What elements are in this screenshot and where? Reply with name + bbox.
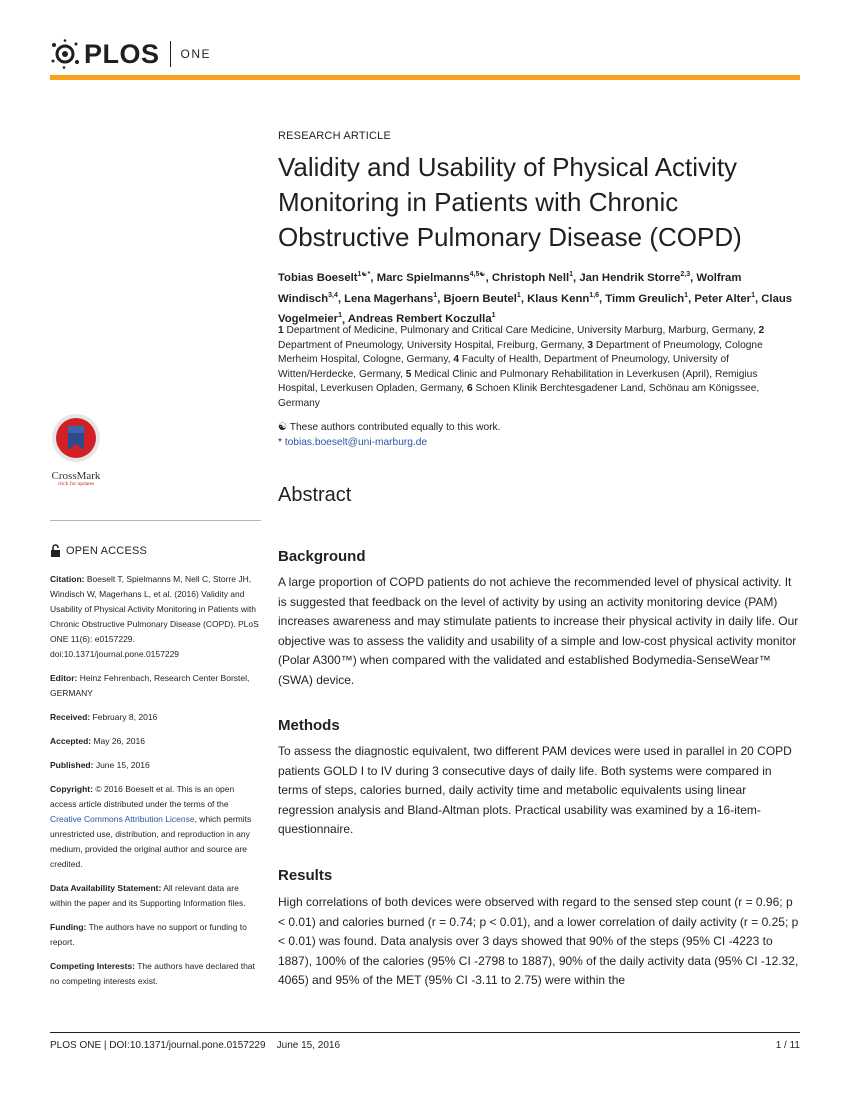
crossmark-label: CrossMark — [51, 470, 101, 482]
results-heading: Results — [278, 867, 333, 884]
author: Peter Alter$^1$ — [694, 291, 755, 305]
author: Claus Vogelmeier$^1$ — [278, 292, 793, 326]
journal-name: ONE — [180, 47, 212, 61]
author: Jan Hendrik Storre$^{2,3}$ — [579, 271, 691, 284]
author: Timm Greulich$^1$ — [605, 291, 689, 305]
methods-heading: Methods — [278, 717, 340, 734]
logo-divider — [170, 41, 171, 67]
page-number: 1 / 11 — [775, 1040, 800, 1051]
open-lock-icon — [50, 544, 61, 557]
author: Bjoern Beutel$^1$ — [443, 291, 521, 305]
editor-block: Editor: Heinz Fehrenbach, Research Center Borstel, GERMANY — [50, 673, 250, 698]
crossmark-badge[interactable] — [45, 413, 107, 487]
affiliation-list: 1 Department of Medicine, Pulmonary and Critical Care Medicine, University Marburg, Marburg, Germany, 2 Department of Pneumology, University Hospital, Freiburg, Germany, 3 Department of Pneumology, Cologne Merheim Hospital, Cologne, Germany, 4 Faculty of Health, Department of Pneumology, University of Witten/Herdecke, Germany, 5 Medical Clinic and Pulmonary Rehabilitation in Leverkusen (April), Remigius Hospital, Leverkusen Opladen, Germany, 6 Schoen Klinik Berchtesgadener Land, Schönau am Königssee, Germany — [278, 325, 765, 409]
author-notes — [278, 421, 798, 450]
corresponding-email-link[interactable]: tobias.boeselt@uni-marburg.de — [284, 436, 428, 448]
background-heading: Background — [278, 548, 366, 565]
article-type-label: RESEARCH ARTICLE — [278, 130, 392, 142]
corresponding-author: * tobias.boeselt@uni-marburg.de — [278, 436, 428, 448]
open-access-badge: OPEN ACCESS — [50, 544, 147, 557]
results-text: High correlations of both devices were observed with regard to the sensed step count (r = 0.96; p < 0.01) and calories burned (r = 0.74; p < 0.01), and a lower correlation of daily activity (r = 0.25; p < 0.01) was found. Data analysis over 3 days showed that 90% of the steps (95% CI -4223 to 1887), 100% of the calories (95% CI -2798 to 1887), 90% of the daily activity data (95% CI -12.32, 4065) and 95% of the MET (95% CI -3.11 to 2.75) were within the — [278, 895, 799, 988]
methods-text: To assess the diagnostic equivalent, two different PAM devices were used in parallel in 20 COPD patients GOLD I to IV during 3 consecutive days of daily life. Both systems were compared in terms of steps, calories burned, daily activity time and metabolic equivalents using linear regression analysis and Bland-Altman plots. Practical usability was examined by a 16-item-questionnaire. — [278, 744, 792, 837]
author: Andreas Rembert Koczulla$^1$ — [347, 312, 496, 326]
author: Christoph Nell$^1$ — [491, 271, 574, 284]
crossmark-icon — [51, 413, 101, 463]
accepted-block: Accepted: May 26, 2016 — [50, 736, 145, 746]
citation-block: Citation: Boeselt T, Spielmanns M, Nell C, Storre JH, Windisch W, Magerhans L, et al. (2016) Validity and Usability of Physical Activity Monitoring in Patients with Chronic Obstructive Pulmonary Disease (COPD). PLoS ONE 11(6): e0157229. doi:10.1371/journal.pone.0157229 — [50, 574, 259, 659]
author-list: Tobias Boeselt$^{1☯*}$, Marc Spielmanns$^{4,5☯}$, Christoph Nell$^1$, Jan Hendrik Storre$^{2,3}$, Wolfram Windisch$^{3,4}$, Lena Magerhans$^1$, Bjoern Beutel$^1$, Klaus Kenn$^{1,6}$, Timm Greulich$^1$, Peter Alter$^1$, Claus Vogelmeier$^1$, Andreas Rembert Koczulla$^1$ — [278, 271, 793, 326]
author: Wolfram Windisch$^{3,4}$ — [278, 271, 742, 305]
plos-logo-icon — [50, 39, 80, 69]
abstract-heading: Abstract — [278, 484, 352, 506]
footer-rule — [50, 1032, 800, 1033]
background-text: A large proportion of COPD patients do not achieve the recommended level of physical activity. It is suggested that feedback on the level of activity by using an activity monitoring device (PAM) increases awareness and may stimulate patients to increase their physical activity in daily life. Our objective was to assess the validity and usability of a simple and low-cost physical activity monitor (Polar A300™) when compared with the validated and established Bodymedia-SenseWear™ (SWA) device. — [278, 575, 799, 687]
equal-contribution-note: ☯ These authors contributed equally to this work. — [278, 422, 501, 433]
author: Tobias Boeselt$^{1☯*}$ — [278, 271, 371, 284]
header-accent-rule — [50, 75, 800, 80]
article-title: Validity and Usability of Physical Activity Monitoring in Patients with Chronic Obstructive Pulmonary Disease (COPD) — [278, 152, 742, 252]
journal-logo[interactable] — [50, 38, 211, 70]
funding-block: Funding: The authors have no support or funding to report. — [50, 922, 247, 947]
published-block: Published: June 15, 2016 — [50, 760, 150, 770]
author: Klaus Kenn$^{1,6}$ — [527, 291, 599, 305]
author: Marc Spielmanns$^{4,5☯}$ — [376, 271, 486, 284]
article-metadata-sidebar — [50, 572, 262, 998]
copyright-block: Copyright: © 2016 Boeselt et al. This is an open access article distributed under the terms of the Creative Commons Attribution License, which permits unrestricted use, distribution, and reproduction in any medium, provided the original author and source are credited. — [50, 784, 252, 869]
crossmark-sublabel: click for updates — [57, 481, 95, 487]
data-availability-block: Data Availability Statement: All relevant data are within the paper and its Supporting Information files. — [50, 883, 246, 908]
license-link[interactable]: Creative Commons Attribution License — [50, 814, 195, 824]
sidebar-divider — [50, 520, 261, 521]
footer-citation: PLOS ONE | DOI:10.1371/journal.pone.0157229 June 15, 2016 — [50, 1040, 341, 1051]
competing-interests-block: Competing Interests: The authors have declared that no competing interests exist. — [50, 961, 255, 986]
author: Lena Magerhans$^1$ — [344, 291, 438, 305]
logo-wordmark: PLOS — [84, 38, 160, 69]
received-block: Received: February 8, 2016 — [50, 712, 158, 722]
